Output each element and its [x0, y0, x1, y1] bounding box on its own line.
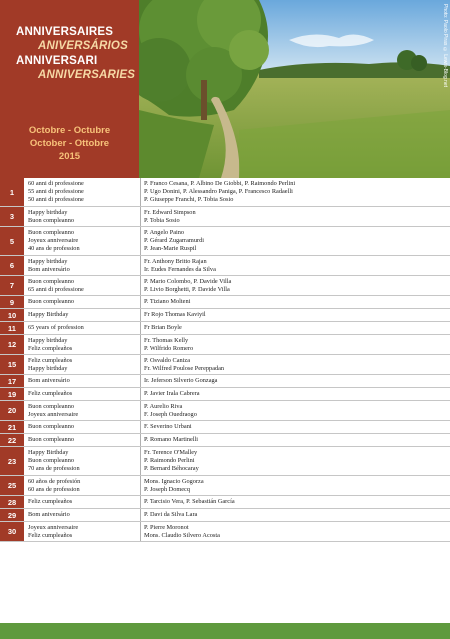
person-name: Fr Brian Boyle	[144, 324, 182, 331]
names-cell	[141, 434, 450, 446]
occasion-text: Buon compleanno	[28, 298, 74, 305]
person-name: P. Jean-Marie Ruspil	[144, 245, 197, 252]
landscape-illustration	[139, 0, 450, 178]
occasion-text: Feliz cumpleaños	[28, 531, 73, 539]
names-cell	[141, 388, 450, 400]
occasion-text: 40 ans de profession	[28, 245, 80, 252]
person-name: P. Tiziano Molteni	[144, 298, 191, 305]
person-name: Fr Rojo Thomas Kaviyil	[144, 311, 206, 318]
occasion-text: Feliz cumpleaños	[28, 390, 73, 397]
person-name: P. Bernard Béhocaray	[144, 465, 199, 472]
occasion-cell	[24, 447, 141, 475]
day-number: 28	[0, 496, 24, 508]
occasion-text: 55 anni di professione	[28, 188, 84, 195]
occasion-text: Feliz compleaños	[28, 344, 73, 352]
table-row	[0, 207, 450, 227]
occasion-text: Buon compleanno	[28, 229, 74, 236]
occasion-text: Bom aniversário	[28, 377, 70, 384]
person-name: Fr. Anthony Britto Rajan	[144, 257, 207, 265]
occasion-text: 60 años de profesión	[28, 477, 81, 485]
person-name: Ir. Eudes Fernandes da Silva	[144, 265, 216, 273]
occasion-cell	[24, 522, 141, 541]
occasion-cell	[24, 434, 141, 446]
person-name: Ir. Jeferson Silverio Gonzaga	[144, 377, 218, 384]
day-number: 3	[0, 207, 24, 226]
landscape-photo	[139, 0, 450, 178]
person-name: P. Pierre Moronot	[144, 523, 189, 531]
occasion-cell	[24, 421, 141, 433]
occasion-text: 65 years of profession	[28, 324, 84, 331]
occasion-text: Bom aniversário	[28, 511, 70, 518]
names-cell	[141, 276, 450, 295]
day-number: 30	[0, 522, 24, 541]
names-cell	[141, 401, 450, 420]
table-row	[0, 509, 450, 522]
person-name: Fr. Wilfred Poulose Pereppadan	[144, 364, 225, 372]
names-cell	[141, 375, 450, 387]
day-number: 10	[0, 309, 24, 321]
names-cell	[141, 296, 450, 308]
occasion-text: Joyeux anniversaire	[28, 237, 79, 244]
names-cell	[141, 496, 450, 508]
occasion-cell	[24, 401, 141, 420]
day-number: 22	[0, 434, 24, 446]
person-name: P. Romano Martinelli	[144, 436, 199, 443]
names-cell	[141, 447, 450, 475]
person-name: P. Javier Irala Cabrera	[144, 390, 200, 397]
names-cell	[141, 178, 450, 206]
occasion-text: Buon compleanno	[28, 423, 74, 430]
person-name: P. Wilfrido Romero	[144, 344, 194, 352]
day-number: 1	[0, 178, 24, 206]
date-line-1: Octobre - Octubre	[28, 125, 111, 136]
person-name: P. Ugo Donini, P. Alessandro Paniga, P. Francesco Radaelli	[144, 188, 293, 195]
anniversary-table	[0, 178, 450, 542]
occasion-cell	[24, 388, 141, 400]
day-number: 12	[0, 335, 24, 354]
names-cell	[141, 227, 450, 255]
person-name: P. Giuseppe Franchi, P. Tobia Sosio	[144, 196, 234, 203]
occasion-text: 60 anni di professione	[28, 180, 84, 187]
person-name: F. Severino Urbani	[144, 423, 192, 430]
table-row	[0, 178, 450, 207]
occasion-text: Happy Birthday	[28, 449, 69, 456]
names-cell	[141, 256, 450, 275]
person-name: Mons. Claudio Silvero Acosta	[144, 531, 220, 539]
occasion-text: Feliz cumpleaños	[28, 356, 73, 364]
date-year: 2015	[58, 151, 81, 162]
title-line-french: ANNIVERSAIRES	[16, 26, 114, 38]
table-row	[0, 276, 450, 296]
names-cell	[141, 476, 450, 495]
table-row	[0, 227, 450, 256]
occasion-cell	[24, 309, 141, 321]
occasion-text: Buon compleanno	[28, 402, 74, 410]
person-name: F. Joseph Ouedraogo	[144, 410, 197, 418]
table-row	[0, 401, 450, 421]
person-name: Fr. Edward Simpson	[144, 208, 196, 216]
occasion-cell	[24, 276, 141, 295]
day-number: 17	[0, 375, 24, 387]
table-row	[0, 421, 450, 434]
day-number: 25	[0, 476, 24, 495]
table-row	[0, 355, 450, 375]
table-row	[0, 375, 450, 388]
occasion-text: Happy birthday	[28, 257, 68, 265]
names-cell	[141, 322, 450, 334]
day-number: 9	[0, 296, 24, 308]
person-name: P. Raimondo Perlini	[144, 457, 195, 464]
day-number: 29	[0, 509, 24, 521]
occasion-text: Happy birthday	[28, 208, 68, 216]
person-name: P. Davi da Silva Lara	[144, 511, 198, 518]
occasion-cell	[24, 207, 141, 226]
day-number: 19	[0, 388, 24, 400]
table-row	[0, 496, 450, 509]
occasion-text: 70 ans de profession	[28, 465, 80, 472]
occasion-text: 60 ans de profession	[28, 485, 80, 493]
occasion-cell	[24, 322, 141, 334]
title-line-portuguese: ANIVERSÁRIOS	[38, 40, 128, 52]
table-row	[0, 434, 450, 447]
title-line-english: ANNIVERSARIES	[38, 69, 136, 81]
table-row	[0, 322, 450, 335]
person-name: P. Livio Borghetti, P. Davide Villa	[144, 285, 230, 293]
occasion-cell	[24, 509, 141, 521]
occasion-text: Buon compleanno	[28, 457, 74, 464]
names-cell	[141, 309, 450, 321]
person-name: Fr. Thomas Kelly	[144, 336, 189, 344]
occasion-cell	[24, 375, 141, 387]
occasion-text: Happy birthday	[28, 336, 68, 344]
photo-credit: Photo: Paolo Piras © Lewis-Blog.net	[442, 4, 448, 87]
day-number: 23	[0, 447, 24, 475]
date-line-2: October - Ottobre	[29, 138, 110, 149]
day-number: 5	[0, 227, 24, 255]
person-name: P. Joseph Domecq	[144, 485, 190, 493]
names-cell	[141, 355, 450, 374]
table-row	[0, 335, 450, 355]
occasion-text: Happy birthday	[28, 364, 68, 372]
table-row	[0, 476, 450, 496]
occasion-text: 50 anni di professione	[28, 196, 84, 203]
names-cell	[141, 509, 450, 521]
person-name: P. Aurelio Riva	[144, 402, 183, 410]
table-row	[0, 447, 450, 476]
occasion-cell	[24, 256, 141, 275]
person-name: P. Tobia Sosio	[144, 216, 180, 224]
occasion-text: Bom aniversário	[28, 265, 70, 273]
occasion-text: Happy Birthday	[28, 311, 69, 318]
day-number: 20	[0, 401, 24, 420]
occasion-cell	[24, 355, 141, 374]
occasion-text: Joyeux anniversaire	[28, 523, 79, 531]
occasion-cell	[24, 496, 141, 508]
person-name: P. Franco Cesana, P. Albino De Giobbi, P. Raimondo Perlini	[144, 180, 296, 187]
names-cell	[141, 522, 450, 541]
table-row	[0, 522, 450, 542]
header	[0, 0, 450, 178]
occasion-cell	[24, 296, 141, 308]
person-name: P. Angelo Paino	[144, 229, 185, 236]
title-line-italian: ANNIVERSARI	[16, 55, 98, 67]
day-number: 6	[0, 256, 24, 275]
person-name: P. Tarcisio Vera, P. Sebastián García	[144, 498, 235, 505]
names-cell	[141, 421, 450, 433]
occasion-text: 65 anni di professione	[28, 285, 84, 293]
table-row	[0, 388, 450, 401]
names-cell	[141, 207, 450, 226]
table-row	[0, 309, 450, 322]
occasion-text: Feliz cumpleaños	[28, 498, 73, 505]
person-name: Mons. Ignacio Gogorza	[144, 477, 204, 485]
person-name: P. Mario Colombo, P. Davide Villa	[144, 277, 232, 285]
occasion-cell	[24, 476, 141, 495]
footer-bar	[0, 623, 450, 639]
occasion-text: Buon compleanno	[28, 277, 74, 285]
table-row	[0, 296, 450, 309]
occasion-text: Buon compleanno	[28, 216, 74, 224]
title-panel	[0, 0, 139, 178]
occasion-cell	[24, 227, 141, 255]
occasion-cell	[24, 178, 141, 206]
day-number: 21	[0, 421, 24, 433]
day-number: 7	[0, 276, 24, 295]
occasion-cell	[24, 335, 141, 354]
person-name: P. Osvaldo Caniza	[144, 356, 190, 364]
day-number: 11	[0, 322, 24, 334]
person-name: P. Gérard Zugarramurdi	[144, 237, 204, 244]
names-cell	[141, 335, 450, 354]
day-number: 15	[0, 355, 24, 374]
table-row	[0, 256, 450, 276]
occasion-text: Joyeux anniversaire	[28, 410, 79, 418]
occasion-text: Buon compleanno	[28, 436, 74, 443]
person-name: Fr. Terence O'Malley	[144, 449, 198, 456]
